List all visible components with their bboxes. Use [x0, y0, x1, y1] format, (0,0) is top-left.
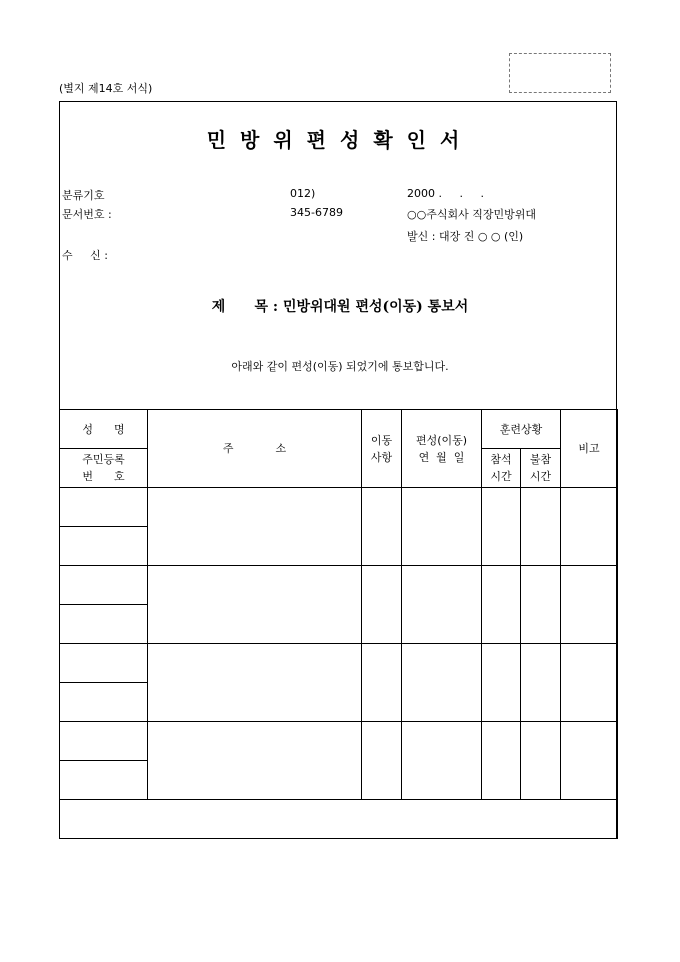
registration-cell[interactable] [60, 527, 148, 566]
address-cell[interactable] [148, 644, 362, 722]
note-cell[interactable] [561, 644, 618, 722]
name-cell[interactable] [60, 488, 148, 527]
header-registration-line1: 주민등록 [82, 453, 125, 466]
header-row-1 [60, 410, 618, 449]
header-move [362, 410, 402, 488]
stamp-box [509, 53, 611, 93]
name-cell[interactable] [60, 722, 148, 761]
attend-cell[interactable] [482, 566, 521, 644]
header-address: 주 소 [148, 410, 362, 488]
address-cell[interactable] [148, 488, 362, 566]
registration-cell[interactable] [60, 605, 148, 644]
name-cell[interactable] [60, 644, 148, 683]
class-code-value: 012) [290, 187, 316, 200]
address-cell[interactable] [148, 722, 362, 800]
header-move-line2: 사항 [370, 450, 393, 464]
note-cell[interactable] [561, 566, 618, 644]
registration-cell[interactable] [60, 683, 148, 722]
address-cell[interactable] [148, 566, 362, 644]
recipient-label: 수 신 : [62, 249, 108, 262]
move-cell[interactable] [362, 566, 402, 644]
class-code-label: 분류기호 [62, 189, 105, 202]
date-cell[interactable] [402, 722, 482, 800]
sender-organization: ○○주식회사 직장민방위대 [407, 208, 536, 221]
header-move-line1: 이동 [370, 433, 393, 447]
date-cell[interactable] [402, 488, 482, 566]
header-note: 비고 [561, 410, 618, 488]
header-name: 성 명 [60, 410, 148, 449]
date-cell[interactable] [402, 644, 482, 722]
header-absent-line2: 시간 [529, 470, 552, 483]
table-row [60, 566, 618, 605]
absent-cell[interactable] [521, 566, 561, 644]
note-cell[interactable] [561, 722, 618, 800]
registration-cell[interactable] [60, 761, 148, 800]
header-attend-line1: 참석 [490, 453, 512, 466]
date-cell[interactable] [402, 566, 482, 644]
name-cell[interactable] [60, 566, 148, 605]
header-attend [482, 449, 521, 488]
attend-cell[interactable] [482, 722, 521, 800]
roster-table [59, 409, 618, 839]
move-cell[interactable] [362, 488, 402, 566]
absent-cell[interactable] [521, 722, 561, 800]
header-registration [60, 449, 148, 488]
move-cell[interactable] [362, 722, 402, 800]
attend-cell[interactable] [482, 488, 521, 566]
form-number-label: (별지 제14호 서식) [59, 82, 153, 95]
attend-cell[interactable] [482, 644, 521, 722]
date-value: 2000 . . . [407, 187, 484, 200]
doc-number-label: 문서번호 : [62, 208, 112, 221]
table-row [60, 488, 618, 527]
table-row [60, 722, 618, 761]
absent-cell[interactable] [521, 644, 561, 722]
subject-value: 민방위대원 편성(이동) 통보서 [282, 299, 469, 315]
header-date [402, 410, 482, 488]
sender: 발신 : 대장 진 ○ ○ (인) [407, 230, 524, 243]
subject-label: 제 목 : [211, 299, 279, 315]
header-absent-line1: 불참 [529, 453, 552, 466]
header-date-line1: 편성(이동) [415, 433, 468, 447]
header-registration-line2: 번 호 [82, 470, 125, 483]
header-date-line2: 연 월 일 [418, 450, 465, 464]
move-cell[interactable] [362, 644, 402, 722]
header-attend-line2: 시간 [490, 470, 512, 483]
absent-cell[interactable] [521, 488, 561, 566]
page-title: 민방위편성확인서 [206, 128, 474, 152]
header-absent [521, 449, 561, 488]
doc-number-value: 345-6789 [290, 206, 343, 219]
header-training: 훈련상황 [482, 410, 561, 449]
subject-line [0, 296, 680, 316]
footer-cell[interactable] [60, 800, 618, 839]
footer-row [60, 800, 618, 839]
note-cell[interactable] [561, 488, 618, 566]
table-row [60, 644, 618, 683]
notice-text: 아래와 같이 편성(이동) 되었기에 통보합니다. [231, 360, 449, 373]
